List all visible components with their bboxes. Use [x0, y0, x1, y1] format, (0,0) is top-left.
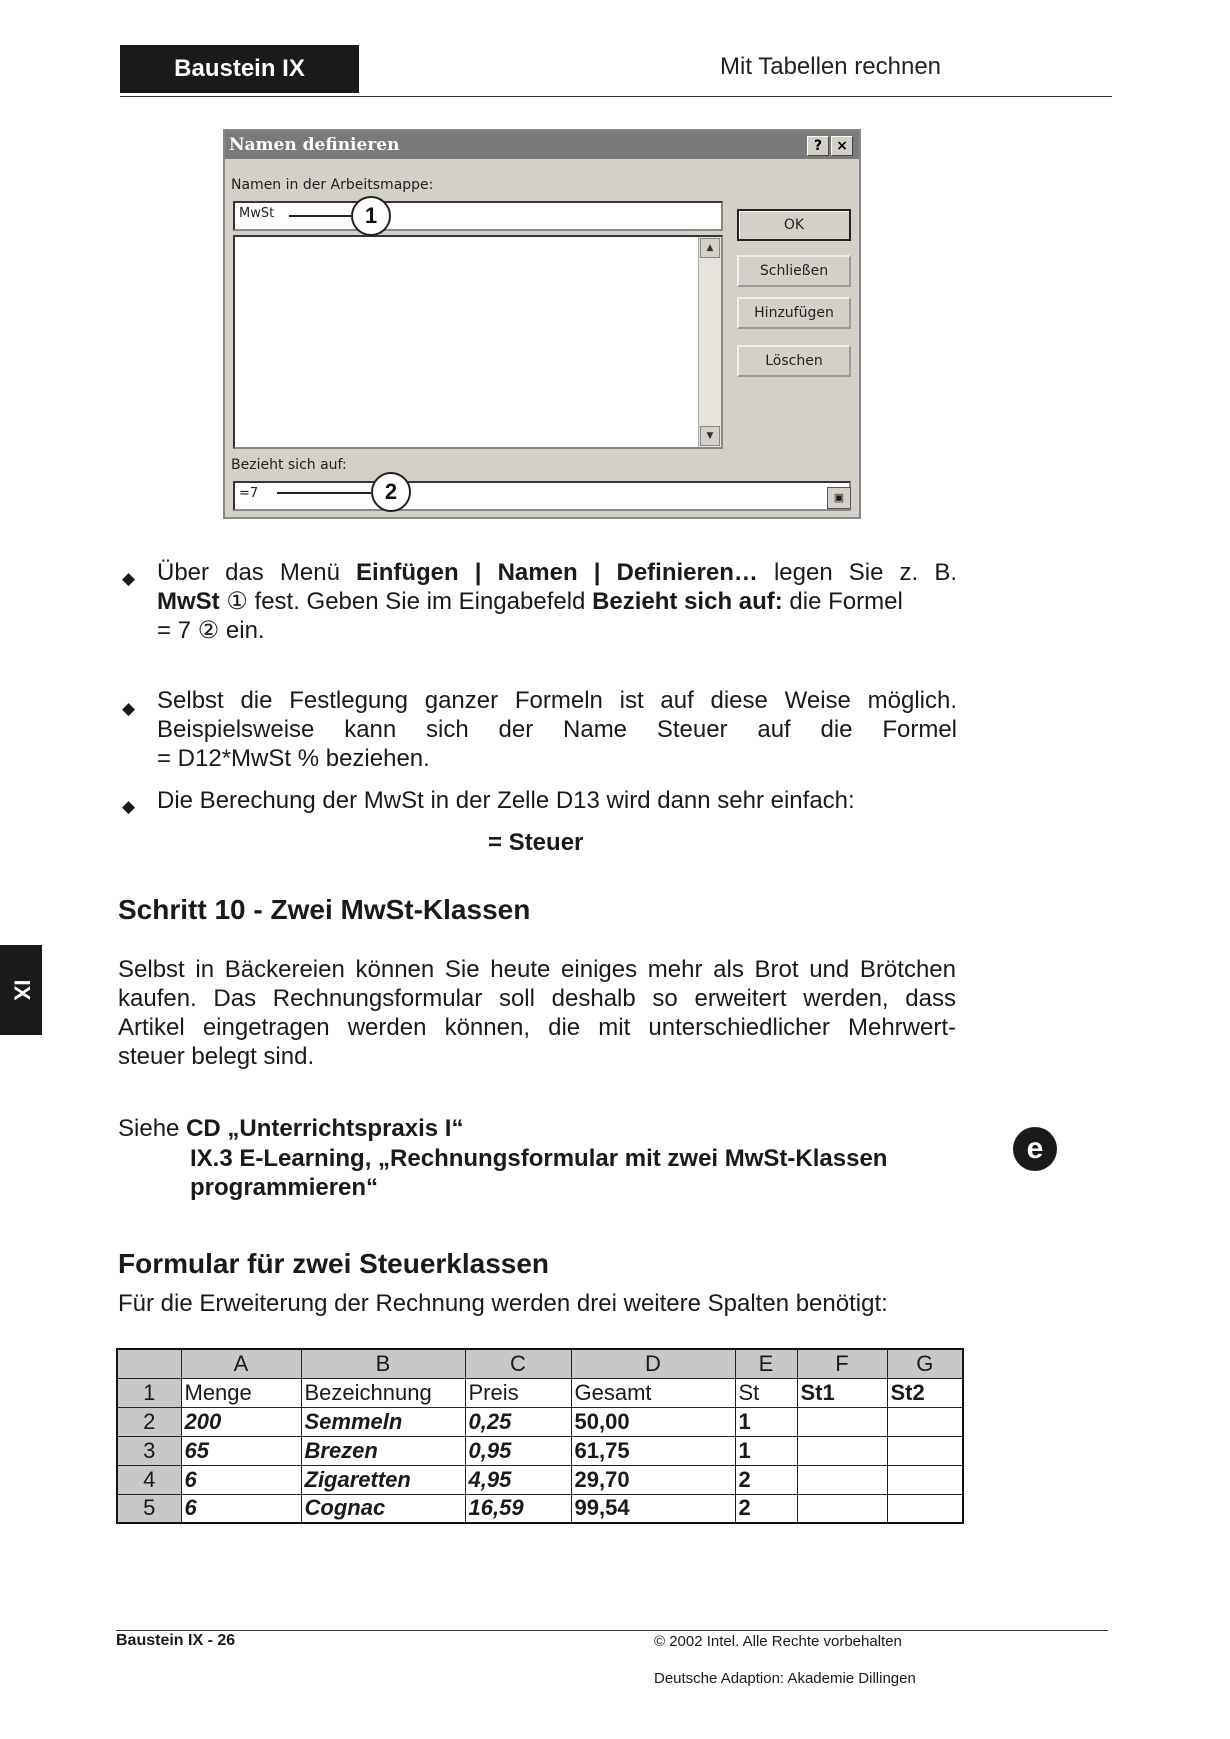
cell[interactable]: 16,59: [465, 1494, 571, 1523]
cell[interactable]: [797, 1407, 887, 1436]
step10-paragraph: [118, 955, 956, 1071]
add-button[interactable]: Hinzufügen: [737, 297, 851, 329]
column-header[interactable]: D: [571, 1349, 735, 1378]
refers-input[interactable]: =7: [233, 481, 851, 511]
column-header[interactable]: G: [887, 1349, 963, 1378]
bullet-diamond-icon: ◆: [122, 797, 136, 816]
step10-line-4: steuer belegt sind.: [118, 1043, 315, 1070]
cell[interactable]: [887, 1465, 963, 1494]
bullet-1-line-1: Über das Menü Einfügen | Namen | Definieren… legen Sie z. B.: [157, 559, 957, 586]
bullet-2-line-2: Beispielsweise kann sich der Name Steuer auf die Formel: [157, 716, 957, 743]
elearning-icon: e: [1013, 1127, 1057, 1171]
footer-copyright: © 2002 Intel. Alle Rechte vorbehalten: [654, 1633, 902, 1650]
names-list[interactable]: [233, 235, 723, 449]
cell[interactable]: 61,75: [571, 1436, 735, 1465]
callout-2-line: [277, 492, 371, 494]
cell[interactable]: Zigaretten: [301, 1465, 465, 1494]
close-button[interactable]: Schließen: [737, 255, 851, 287]
bullet-diamond-icon: ◆: [122, 699, 136, 718]
cell[interactable]: St2: [887, 1378, 963, 1407]
bullet-3-line-1: Die Berechung der MwSt in der Zelle D13 wird dann sehr einfach:: [157, 787, 855, 814]
cell[interactable]: 6: [181, 1465, 301, 1494]
names-list-scrollbar[interactable]: [698, 237, 721, 447]
cell[interactable]: Menge: [181, 1378, 301, 1407]
chapter-side-tab: [0, 945, 42, 1035]
cell[interactable]: 1: [735, 1407, 797, 1436]
row-header[interactable]: 2: [117, 1407, 181, 1436]
step10-line-1: Selbst in Bäckereien können Sie heute einiges mehr als Brot und Brötchen: [118, 956, 956, 983]
table-row: [117, 1494, 963, 1523]
column-header[interactable]: F: [797, 1349, 887, 1378]
callout-1: 1: [351, 196, 391, 236]
collapse-dialog-icon[interactable]: ▣: [827, 487, 851, 509]
scroll-up-icon[interactable]: ▲: [700, 238, 720, 258]
bullet-2: [157, 686, 957, 773]
row-header[interactable]: 4: [117, 1465, 181, 1494]
bullet-2-line-1: Selbst die Festlegung ganzer Formeln ist auf diese Weise möglich.: [157, 687, 957, 714]
cell[interactable]: 29,70: [571, 1465, 735, 1494]
cell[interactable]: [797, 1494, 887, 1523]
cell[interactable]: 99,54: [571, 1494, 735, 1523]
corner-cell: [117, 1349, 181, 1378]
cell[interactable]: [797, 1465, 887, 1494]
callout-2: 2: [371, 472, 411, 512]
footer-rule: [116, 1630, 1108, 1631]
footer-page-label: Baustein IX - 26: [116, 1632, 236, 1649]
cell[interactable]: 4,95: [465, 1465, 571, 1494]
column-header-row: [117, 1349, 963, 1378]
cell[interactable]: 2: [735, 1494, 797, 1523]
cell[interactable]: St1: [797, 1378, 887, 1407]
column-header[interactable]: A: [181, 1349, 301, 1378]
bullet-1: [157, 558, 957, 645]
name-input[interactable]: MwSt: [233, 201, 723, 231]
table-row: [117, 1378, 963, 1407]
section-title: Mit Tabellen rechnen: [720, 53, 942, 80]
spreadsheet-table: [116, 1348, 964, 1524]
cell[interactable]: 1: [735, 1436, 797, 1465]
cell[interactable]: Preis: [465, 1378, 571, 1407]
bullet-1-line-3: = 7 ② ein.: [157, 617, 265, 644]
dialog-title: Namen definieren: [229, 135, 400, 155]
cell[interactable]: [887, 1494, 963, 1523]
row-header[interactable]: 3: [117, 1436, 181, 1465]
scroll-down-icon[interactable]: ▼: [700, 426, 720, 446]
cell[interactable]: [887, 1436, 963, 1465]
formular-heading: Formular für zwei Steuerklassen: [118, 1248, 550, 1279]
cell[interactable]: Brezen: [301, 1436, 465, 1465]
cell[interactable]: Semmeln: [301, 1407, 465, 1436]
footer-adaption: Deutsche Adaption: Akademie Dillingen: [654, 1670, 916, 1687]
header-rule: [120, 96, 1112, 97]
names-label: Namen in der Arbeitsmappe:: [231, 177, 434, 193]
table-row: [117, 1436, 963, 1465]
dialog-title-bar: [225, 131, 859, 159]
column-header[interactable]: B: [301, 1349, 465, 1378]
cd-reference-line-2: IX.3 E-Learning, „Rechnungsformular mit zwei MwSt-Klassen: [190, 1145, 888, 1172]
cd-reference-line-3: programmieren“: [190, 1174, 379, 1201]
delete-button[interactable]: Löschen: [737, 345, 851, 377]
cell[interactable]: 200: [181, 1407, 301, 1436]
module-badge: Baustein IX: [120, 45, 359, 93]
cell[interactable]: 0,95: [465, 1436, 571, 1465]
cell[interactable]: [797, 1436, 887, 1465]
cell[interactable]: 50,00: [571, 1407, 735, 1436]
cell[interactable]: 0,25: [465, 1407, 571, 1436]
cd-reference: Siehe CD „Unterrichtspraxis I“: [118, 1115, 464, 1142]
column-header[interactable]: E: [735, 1349, 797, 1378]
bullet-1-line-2: MwSt ① fest. Geben Sie im Eingabefeld Bezieht sich auf: die Formel: [157, 588, 903, 615]
row-header[interactable]: 5: [117, 1494, 181, 1523]
step10-line-3: Artikel eingetragen werden können, die mit unterschiedlicher Mehrwert-: [118, 1014, 956, 1041]
side-tab-label: IX: [8, 979, 34, 1001]
row-header[interactable]: 1: [117, 1378, 181, 1407]
column-header[interactable]: C: [465, 1349, 571, 1378]
ok-button[interactable]: OK: [737, 209, 851, 241]
bullet-diamond-icon: ◆: [122, 569, 136, 588]
callout-1-line: [289, 215, 351, 217]
close-icon[interactable]: ×: [831, 136, 853, 156]
cell[interactable]: St: [735, 1378, 797, 1407]
cell[interactable]: [887, 1407, 963, 1436]
cell[interactable]: Cognac: [301, 1494, 465, 1523]
bullet-2-line-3: = D12*MwSt % beziehen.: [157, 745, 430, 772]
table-row: [117, 1465, 963, 1494]
bullet-3-formula: = Steuer: [488, 829, 584, 856]
cell[interactable]: Gesamt: [571, 1378, 735, 1407]
formular-intro: Für die Erweiterung der Rechnung werden drei weitere Spalten benötigt:: [118, 1290, 888, 1317]
refers-label: Bezieht sich auf:: [231, 457, 347, 473]
step10-heading: Schritt 10 - Zwei MwSt-Klassen: [118, 894, 531, 925]
cell[interactable]: 2: [735, 1465, 797, 1494]
cell[interactable]: 6: [181, 1494, 301, 1523]
cell[interactable]: Bezeichnung: [301, 1378, 465, 1407]
define-names-dialog: [223, 129, 861, 519]
step10-line-2: kaufen. Das Rechnungsformular soll deshalb so erweitert werden, dass: [118, 985, 956, 1012]
table-row: [117, 1407, 963, 1436]
help-icon[interactable]: ?: [807, 136, 829, 156]
cell[interactable]: 65: [181, 1436, 301, 1465]
